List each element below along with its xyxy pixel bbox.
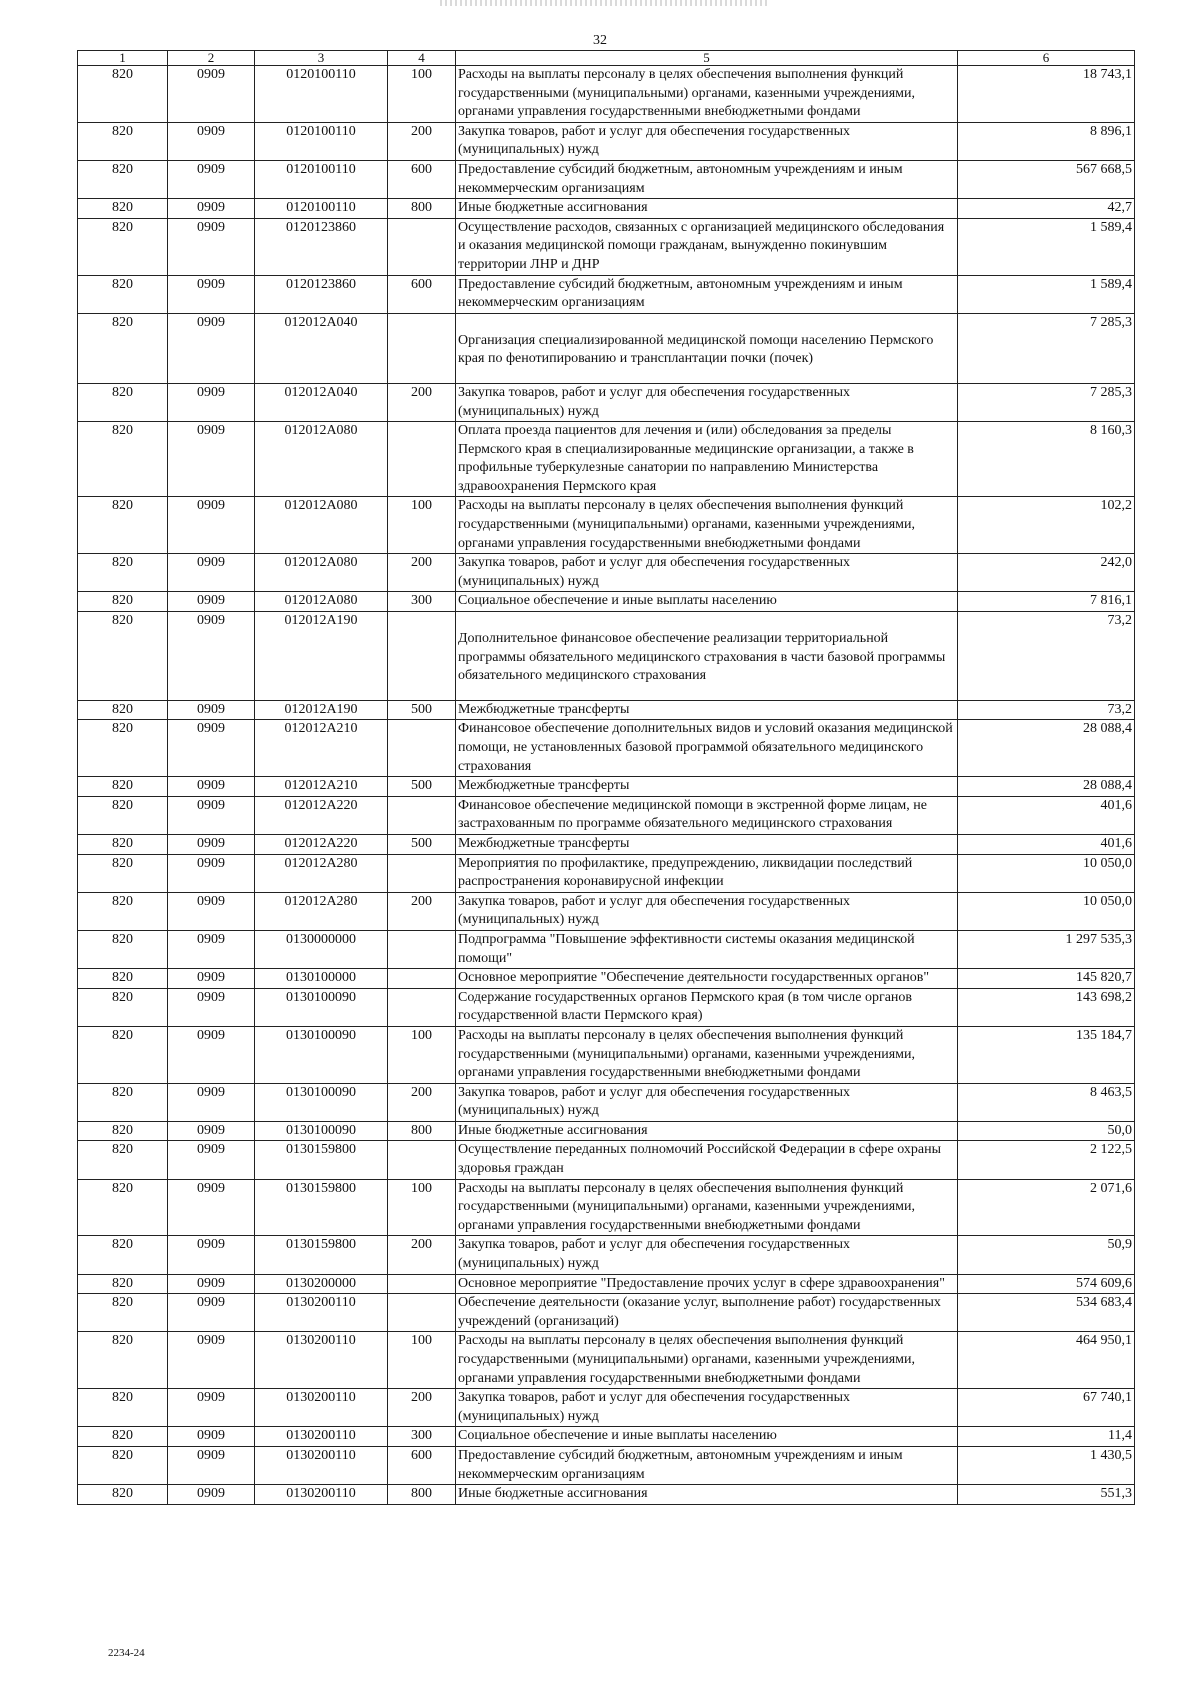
cell-amount: 50,9 bbox=[958, 1236, 1135, 1274]
cell-ministry-code: 820 bbox=[78, 1389, 168, 1427]
cell-amount: 1 589,4 bbox=[958, 275, 1135, 313]
cell-ministry-code: 820 bbox=[78, 1274, 168, 1294]
cell-expense-type-code bbox=[388, 1141, 456, 1179]
table-row bbox=[78, 1083, 1135, 1121]
cell-description: Закупка товаров, работ и услуг для обеспечения государственных (муниципальных) нужд bbox=[456, 892, 958, 930]
cell-section-code: 0909 bbox=[168, 700, 255, 720]
cell-description: Иные бюджетные ассигнования bbox=[456, 199, 958, 219]
table-row bbox=[78, 66, 1135, 123]
table-row bbox=[78, 1389, 1135, 1427]
cell-ministry-code: 820 bbox=[78, 1446, 168, 1484]
cell-amount: 18 743,1 bbox=[958, 66, 1135, 123]
cell-ministry-code: 820 bbox=[78, 1026, 168, 1083]
table-row bbox=[78, 720, 1135, 777]
cell-expense-type-code bbox=[388, 313, 456, 383]
cell-ministry-code: 820 bbox=[78, 160, 168, 198]
cell-expense-type-code: 800 bbox=[388, 199, 456, 219]
table-row bbox=[78, 834, 1135, 854]
cell-expense-type-code: 500 bbox=[388, 777, 456, 797]
cell-ministry-code: 820 bbox=[78, 796, 168, 834]
table-row bbox=[78, 199, 1135, 219]
cell-amount: 1 589,4 bbox=[958, 218, 1135, 275]
cell-amount: 11,4 bbox=[958, 1427, 1135, 1447]
table-row bbox=[78, 988, 1135, 1026]
cell-target-article-code: 0130100090 bbox=[255, 1121, 388, 1141]
cell-target-article-code: 0130100090 bbox=[255, 988, 388, 1026]
cell-description: Финансовое обеспечение медицинской помощи в экстренной форме лицам, не застрахованным по программе обязательного медицинского страхования bbox=[456, 796, 958, 834]
cell-description: Подпрограмма "Повышение эффективности системы оказания медицинской помощи" bbox=[456, 930, 958, 968]
cell-ministry-code: 820 bbox=[78, 834, 168, 854]
cell-target-article-code: 0130100090 bbox=[255, 1026, 388, 1083]
cell-expense-type-code: 600 bbox=[388, 275, 456, 313]
cell-section-code: 0909 bbox=[168, 1121, 255, 1141]
cell-amount: 401,6 bbox=[958, 796, 1135, 834]
cell-amount: 7 285,3 bbox=[958, 383, 1135, 421]
cell-section-code: 0909 bbox=[168, 1427, 255, 1447]
table-row bbox=[78, 1294, 1135, 1332]
table-row bbox=[78, 160, 1135, 198]
cell-section-code: 0909 bbox=[168, 1179, 255, 1236]
table-row bbox=[78, 930, 1135, 968]
cell-section-code: 0909 bbox=[168, 122, 255, 160]
table-row bbox=[78, 892, 1135, 930]
cell-expense-type-code bbox=[388, 969, 456, 989]
cell-section-code: 0909 bbox=[168, 930, 255, 968]
cell-section-code: 0909 bbox=[168, 275, 255, 313]
cell-section-code: 0909 bbox=[168, 1141, 255, 1179]
cell-expense-type-code: 100 bbox=[388, 1026, 456, 1083]
cell-target-article-code: 012012А040 bbox=[255, 313, 388, 383]
cell-expense-type-code bbox=[388, 796, 456, 834]
cell-ministry-code: 820 bbox=[78, 554, 168, 592]
cell-section-code: 0909 bbox=[168, 199, 255, 219]
cell-ministry-code: 820 bbox=[78, 199, 168, 219]
cell-expense-type-code: 200 bbox=[388, 122, 456, 160]
cell-ministry-code: 820 bbox=[78, 422, 168, 497]
cell-amount: 67 740,1 bbox=[958, 1389, 1135, 1427]
header-col-5: 5 bbox=[456, 51, 958, 66]
table-row bbox=[78, 612, 1135, 701]
cell-amount: 42,7 bbox=[958, 199, 1135, 219]
cell-target-article-code: 0130159800 bbox=[255, 1179, 388, 1236]
cell-amount: 574 609,6 bbox=[958, 1274, 1135, 1294]
cell-expense-type-code bbox=[388, 218, 456, 275]
cell-target-article-code: 012012А280 bbox=[255, 892, 388, 930]
cell-expense-type-code: 500 bbox=[388, 700, 456, 720]
table-row bbox=[78, 383, 1135, 421]
cell-target-article-code: 0120100110 bbox=[255, 199, 388, 219]
cell-target-article-code: 012012А220 bbox=[255, 834, 388, 854]
cell-description: Предоставление субсидий бюджетным, автономным учреждениям и иным некоммерческим организациям bbox=[456, 1446, 958, 1484]
table-row bbox=[78, 1446, 1135, 1484]
table-row bbox=[78, 1236, 1135, 1274]
scan-artifact bbox=[440, 0, 770, 6]
cell-ministry-code: 820 bbox=[78, 1179, 168, 1236]
cell-amount: 8 463,5 bbox=[958, 1083, 1135, 1121]
cell-description: Расходы на выплаты персоналу в целях обеспечения выполнения функций государственными (муниципальными) органами, казенными учреждениями, органами управления государственными внебюджетными фондами bbox=[456, 1332, 958, 1389]
cell-section-code: 0909 bbox=[168, 777, 255, 797]
cell-target-article-code: 0130200000 bbox=[255, 1274, 388, 1294]
cell-ministry-code: 820 bbox=[78, 720, 168, 777]
cell-section-code: 0909 bbox=[168, 218, 255, 275]
cell-target-article-code: 012012А080 bbox=[255, 422, 388, 497]
cell-amount: 7 816,1 bbox=[958, 592, 1135, 612]
cell-expense-type-code: 800 bbox=[388, 1485, 456, 1505]
header-col-4: 4 bbox=[388, 51, 456, 66]
cell-section-code: 0909 bbox=[168, 1332, 255, 1389]
cell-section-code: 0909 bbox=[168, 160, 255, 198]
cell-ministry-code: 820 bbox=[78, 383, 168, 421]
cell-amount: 143 698,2 bbox=[958, 988, 1135, 1026]
cell-amount: 10 050,0 bbox=[958, 892, 1135, 930]
cell-target-article-code: 0130200110 bbox=[255, 1485, 388, 1505]
cell-target-article-code: 0120123860 bbox=[255, 218, 388, 275]
cell-ministry-code: 820 bbox=[78, 1332, 168, 1389]
cell-description: Оплата проезда пациентов для лечения и (или) обследования за пределы Пермского края в специализированные медицинские организации, а также в профильные туберкулезные санатории по направлению Министерства здравоохранения Пермского края bbox=[456, 422, 958, 497]
cell-ministry-code: 820 bbox=[78, 66, 168, 123]
cell-target-article-code: 0120100110 bbox=[255, 122, 388, 160]
table-row bbox=[78, 1427, 1135, 1447]
cell-target-article-code: 0130159800 bbox=[255, 1236, 388, 1274]
table-row bbox=[78, 554, 1135, 592]
cell-description: Мероприятия по профилактике, предупреждению, ликвидации последствий распространения коронавирусной инфекции bbox=[456, 854, 958, 892]
cell-expense-type-code: 200 bbox=[388, 1236, 456, 1274]
cell-section-code: 0909 bbox=[168, 720, 255, 777]
cell-section-code: 0909 bbox=[168, 1446, 255, 1484]
cell-target-article-code: 0130100090 bbox=[255, 1083, 388, 1121]
cell-section-code: 0909 bbox=[168, 988, 255, 1026]
cell-ministry-code: 820 bbox=[78, 122, 168, 160]
table-row bbox=[78, 854, 1135, 892]
cell-ministry-code: 820 bbox=[78, 592, 168, 612]
header-col-3: 3 bbox=[255, 51, 388, 66]
cell-section-code: 0909 bbox=[168, 383, 255, 421]
cell-amount: 8 896,1 bbox=[958, 122, 1135, 160]
cell-expense-type-code bbox=[388, 422, 456, 497]
cell-description: Дополнительное финансовое обеспечение реализации территориальной программы обязательного медицинского страхования в части базовой программы обязательного медицинского страхования bbox=[456, 612, 958, 701]
cell-amount: 28 088,4 bbox=[958, 777, 1135, 797]
cell-target-article-code: 0130159800 bbox=[255, 1141, 388, 1179]
cell-target-article-code: 0130200110 bbox=[255, 1427, 388, 1447]
cell-amount: 73,2 bbox=[958, 700, 1135, 720]
footer-code: 2234-24 bbox=[108, 1647, 145, 1659]
cell-expense-type-code bbox=[388, 720, 456, 777]
cell-expense-type-code: 200 bbox=[388, 383, 456, 421]
cell-description: Социальное обеспечение и иные выплаты населению bbox=[456, 592, 958, 612]
cell-expense-type-code bbox=[388, 988, 456, 1026]
cell-description: Межбюджетные трансферты bbox=[456, 700, 958, 720]
table-row bbox=[78, 1121, 1135, 1141]
cell-expense-type-code: 300 bbox=[388, 1427, 456, 1447]
table-row bbox=[78, 1485, 1135, 1505]
cell-amount: 73,2 bbox=[958, 612, 1135, 701]
table-row bbox=[78, 497, 1135, 554]
cell-ministry-code: 820 bbox=[78, 1236, 168, 1274]
cell-ministry-code: 820 bbox=[78, 1485, 168, 1505]
cell-description: Закупка товаров, работ и услуг для обеспечения государственных (муниципальных) нужд bbox=[456, 1236, 958, 1274]
cell-section-code: 0909 bbox=[168, 554, 255, 592]
cell-description: Содержание государственных органов Пермского края (в том числе органов государственной власти Пермского края) bbox=[456, 988, 958, 1026]
cell-expense-type-code: 100 bbox=[388, 66, 456, 123]
cell-description: Иные бюджетные ассигнования bbox=[456, 1485, 958, 1505]
cell-description: Осуществление расходов, связанных с организацией медицинского обследования и оказания медицинской помощи гражданам, вынужденно покинувшим территории ЛНР и ДНР bbox=[456, 218, 958, 275]
cell-amount: 2 071,6 bbox=[958, 1179, 1135, 1236]
cell-description: Закупка товаров, работ и услуг для обеспечения государственных (муниципальных) нужд bbox=[456, 1389, 958, 1427]
table-row bbox=[78, 422, 1135, 497]
cell-amount: 135 184,7 bbox=[958, 1026, 1135, 1083]
cell-ministry-code: 820 bbox=[78, 1121, 168, 1141]
cell-ministry-code: 820 bbox=[78, 892, 168, 930]
header-col-6: 6 bbox=[958, 51, 1135, 66]
cell-amount: 551,3 bbox=[958, 1485, 1135, 1505]
cell-target-article-code: 012012А080 bbox=[255, 554, 388, 592]
cell-ministry-code: 820 bbox=[78, 218, 168, 275]
cell-target-article-code: 012012А280 bbox=[255, 854, 388, 892]
cell-section-code: 0909 bbox=[168, 969, 255, 989]
cell-section-code: 0909 bbox=[168, 592, 255, 612]
cell-section-code: 0909 bbox=[168, 892, 255, 930]
cell-description: Закупка товаров, работ и услуг для обеспечения государственных (муниципальных) нужд bbox=[456, 1083, 958, 1121]
table-row bbox=[78, 592, 1135, 612]
table-row bbox=[78, 313, 1135, 383]
header-row bbox=[78, 51, 1135, 66]
cell-target-article-code: 012012А040 bbox=[255, 383, 388, 421]
cell-section-code: 0909 bbox=[168, 796, 255, 834]
table-row bbox=[78, 218, 1135, 275]
cell-section-code: 0909 bbox=[168, 612, 255, 701]
cell-target-article-code: 0130000000 bbox=[255, 930, 388, 968]
cell-target-article-code: 0130100000 bbox=[255, 969, 388, 989]
cell-section-code: 0909 bbox=[168, 1389, 255, 1427]
cell-expense-type-code bbox=[388, 1294, 456, 1332]
cell-ministry-code: 820 bbox=[78, 1294, 168, 1332]
cell-target-article-code: 0130200110 bbox=[255, 1332, 388, 1389]
cell-expense-type-code: 100 bbox=[388, 1179, 456, 1236]
table-body bbox=[78, 66, 1135, 1505]
cell-description: Закупка товаров, работ и услуг для обеспечения государственных (муниципальных) нужд bbox=[456, 554, 958, 592]
table-row bbox=[78, 700, 1135, 720]
cell-target-article-code: 012012А190 bbox=[255, 700, 388, 720]
cell-section-code: 0909 bbox=[168, 66, 255, 123]
cell-ministry-code: 820 bbox=[78, 854, 168, 892]
cell-target-article-code: 0120100110 bbox=[255, 160, 388, 198]
cell-description: Расходы на выплаты персоналу в целях обеспечения выполнения функций государственными (муниципальными) органами, казенными учреждениями, органами управления государственными внебюджетными фондами bbox=[456, 66, 958, 123]
cell-section-code: 0909 bbox=[168, 1274, 255, 1294]
cell-expense-type-code bbox=[388, 930, 456, 968]
cell-description: Закупка товаров, работ и услуг для обеспечения государственных (муниципальных) нужд bbox=[456, 383, 958, 421]
cell-section-code: 0909 bbox=[168, 497, 255, 554]
cell-ministry-code: 820 bbox=[78, 497, 168, 554]
cell-amount: 145 820,7 bbox=[958, 969, 1135, 989]
header-col-1: 1 bbox=[78, 51, 168, 66]
cell-amount: 10 050,0 bbox=[958, 854, 1135, 892]
cell-ministry-code: 820 bbox=[78, 969, 168, 989]
cell-description: Основное мероприятие "Обеспечение деятельности государственных органов" bbox=[456, 969, 958, 989]
cell-expense-type-code bbox=[388, 612, 456, 701]
table-row bbox=[78, 1274, 1135, 1294]
cell-expense-type-code: 500 bbox=[388, 834, 456, 854]
cell-amount: 401,6 bbox=[958, 834, 1135, 854]
cell-section-code: 0909 bbox=[168, 1485, 255, 1505]
cell-expense-type-code: 100 bbox=[388, 1332, 456, 1389]
page-number: 32 bbox=[593, 33, 607, 48]
cell-ministry-code: 820 bbox=[78, 612, 168, 701]
cell-amount: 242,0 bbox=[958, 554, 1135, 592]
cell-target-article-code: 012012А210 bbox=[255, 720, 388, 777]
table-row bbox=[78, 969, 1135, 989]
cell-amount: 2 122,5 bbox=[958, 1141, 1135, 1179]
cell-target-article-code: 0130200110 bbox=[255, 1446, 388, 1484]
cell-ministry-code: 820 bbox=[78, 700, 168, 720]
table-row bbox=[78, 1026, 1135, 1083]
cell-target-article-code: 012012А190 bbox=[255, 612, 388, 701]
cell-section-code: 0909 bbox=[168, 313, 255, 383]
cell-amount: 464 950,1 bbox=[958, 1332, 1135, 1389]
table-row bbox=[78, 1179, 1135, 1236]
cell-description: Закупка товаров, работ и услуг для обеспечения государственных (муниципальных) нужд bbox=[456, 122, 958, 160]
cell-description: Расходы на выплаты персоналу в целях обеспечения выполнения функций государственными (муниципальными) органами, казенными учреждениями, органами управления государственными внебюджетными фондами bbox=[456, 1026, 958, 1083]
cell-ministry-code: 820 bbox=[78, 988, 168, 1026]
cell-ministry-code: 820 bbox=[78, 1141, 168, 1179]
cell-ministry-code: 820 bbox=[78, 1083, 168, 1121]
cell-ministry-code: 820 bbox=[78, 930, 168, 968]
cell-target-article-code: 012012А080 bbox=[255, 592, 388, 612]
cell-description: Расходы на выплаты персоналу в целях обеспечения выполнения функций государственными (муниципальными) органами, казенными учреждениями, органами управления государственными внебюджетными фондами bbox=[456, 497, 958, 554]
cell-description: Обеспечение деятельности (оказание услуг, выполнение работ) государственных учреждений (организаций) bbox=[456, 1294, 958, 1332]
cell-target-article-code: 0120123860 bbox=[255, 275, 388, 313]
cell-expense-type-code: 600 bbox=[388, 1446, 456, 1484]
cell-target-article-code: 012012А220 bbox=[255, 796, 388, 834]
cell-amount: 7 285,3 bbox=[958, 313, 1135, 383]
cell-target-article-code: 0130200110 bbox=[255, 1389, 388, 1427]
cell-description: Расходы на выплаты персоналу в целях обеспечения выполнения функций государственными (муниципальными) органами, казенными учреждениями, органами управления государственными внебюджетными фондами bbox=[456, 1179, 958, 1236]
table-row bbox=[78, 122, 1135, 160]
table-row bbox=[78, 1141, 1135, 1179]
cell-description: Финансовое обеспечение дополнительных видов и условий оказания медицинской помощи, не установленных базовой программой обязательного медицинского страхования bbox=[456, 720, 958, 777]
cell-amount: 102,2 bbox=[958, 497, 1135, 554]
cell-amount: 534 683,4 bbox=[958, 1294, 1135, 1332]
cell-section-code: 0909 bbox=[168, 1294, 255, 1332]
cell-expense-type-code: 800 bbox=[388, 1121, 456, 1141]
cell-amount: 567 668,5 bbox=[958, 160, 1135, 198]
cell-section-code: 0909 bbox=[168, 1236, 255, 1274]
cell-section-code: 0909 bbox=[168, 1083, 255, 1121]
cell-ministry-code: 820 bbox=[78, 313, 168, 383]
cell-section-code: 0909 bbox=[168, 834, 255, 854]
cell-expense-type-code bbox=[388, 854, 456, 892]
cell-description: Иные бюджетные ассигнования bbox=[456, 1121, 958, 1141]
cell-description: Межбюджетные трансферты bbox=[456, 834, 958, 854]
cell-target-article-code: 0120100110 bbox=[255, 66, 388, 123]
table-row bbox=[78, 796, 1135, 834]
table-row bbox=[78, 1332, 1135, 1389]
cell-ministry-code: 820 bbox=[78, 275, 168, 313]
cell-description: Предоставление субсидий бюджетным, автономным учреждениям и иным некоммерческим организациям bbox=[456, 275, 958, 313]
budget-table bbox=[77, 50, 1135, 1505]
cell-expense-type-code: 200 bbox=[388, 554, 456, 592]
cell-expense-type-code: 200 bbox=[388, 892, 456, 930]
cell-amount: 50,0 bbox=[958, 1121, 1135, 1141]
cell-target-article-code: 012012А080 bbox=[255, 497, 388, 554]
cell-section-code: 0909 bbox=[168, 422, 255, 497]
cell-expense-type-code: 200 bbox=[388, 1389, 456, 1427]
table-row bbox=[78, 275, 1135, 313]
cell-target-article-code: 0130200110 bbox=[255, 1294, 388, 1332]
cell-amount: 1 297 535,3 bbox=[958, 930, 1135, 968]
table-row bbox=[78, 777, 1135, 797]
cell-amount: 8 160,3 bbox=[958, 422, 1135, 497]
cell-amount: 28 088,4 bbox=[958, 720, 1135, 777]
cell-expense-type-code: 600 bbox=[388, 160, 456, 198]
cell-section-code: 0909 bbox=[168, 1026, 255, 1083]
cell-target-article-code: 012012А210 bbox=[255, 777, 388, 797]
cell-ministry-code: 820 bbox=[78, 1427, 168, 1447]
cell-description: Организация специализированной медицинской помощи населению Пермского края по фенотипированию и трансплантации почки (почек) bbox=[456, 313, 958, 383]
cell-description: Межбюджетные трансферты bbox=[456, 777, 958, 797]
cell-description: Осуществление переданных полномочий Российской Федерации в сфере охраны здоровья граждан bbox=[456, 1141, 958, 1179]
cell-ministry-code: 820 bbox=[78, 777, 168, 797]
cell-description: Социальное обеспечение и иные выплаты населению bbox=[456, 1427, 958, 1447]
cell-description: Предоставление субсидий бюджетным, автономным учреждениям и иным некоммерческим организациям bbox=[456, 160, 958, 198]
cell-description: Основное мероприятие "Предоставление прочих услуг в сфере здравоохранения" bbox=[456, 1274, 958, 1294]
header-col-2: 2 bbox=[168, 51, 255, 66]
cell-amount: 1 430,5 bbox=[958, 1446, 1135, 1484]
cell-section-code: 0909 bbox=[168, 854, 255, 892]
cell-expense-type-code: 200 bbox=[388, 1083, 456, 1121]
cell-expense-type-code: 100 bbox=[388, 497, 456, 554]
cell-expense-type-code bbox=[388, 1274, 456, 1294]
cell-expense-type-code: 300 bbox=[388, 592, 456, 612]
